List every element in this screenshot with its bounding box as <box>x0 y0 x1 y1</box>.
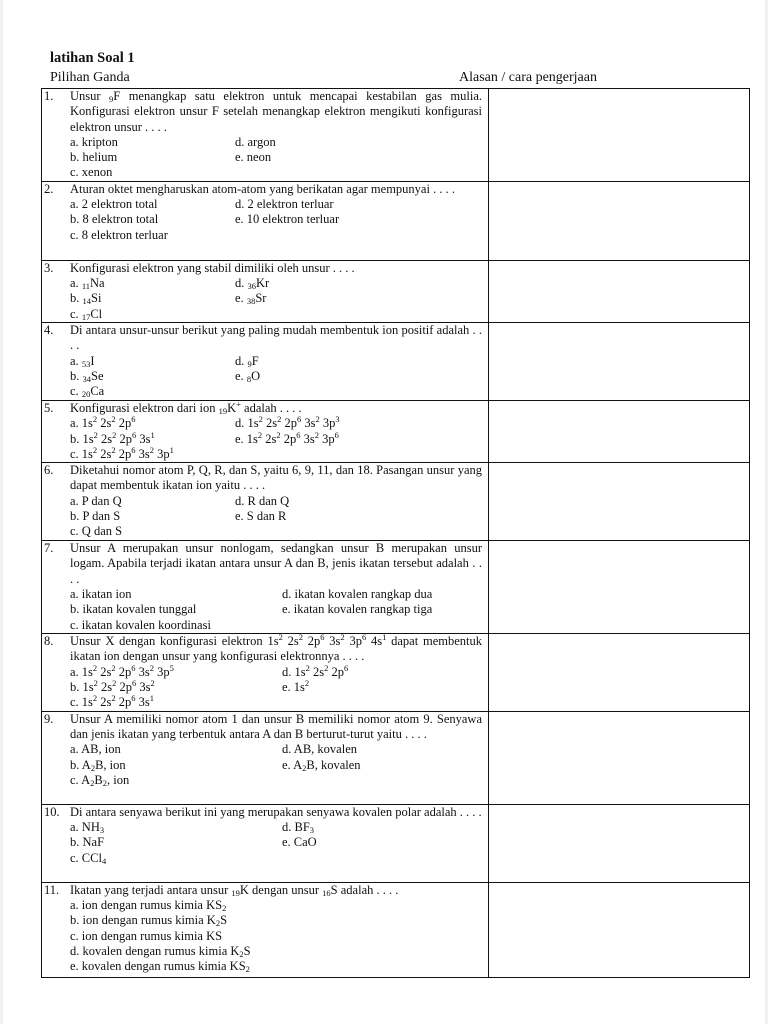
question-body <box>70 89 488 181</box>
question-cell <box>42 89 489 182</box>
answer-option[interactable]: a. $_{11}$Na <box>70 276 105 292</box>
answer-option[interactable]: e. neon <box>235 150 272 165</box>
answer-options-row <box>70 369 482 384</box>
answer-option[interactable]: d. argon <box>235 134 276 149</box>
answer-options-row <box>70 150 482 165</box>
question-row <box>42 804 750 882</box>
page-title: latihan Soal 1 <box>50 50 135 66</box>
question-text: Konfigurasi elektron dari ion $_{19}$K+ adalah . . . . <box>70 398 302 416</box>
question-text: Unsur A merupakan unsur nonlogam, sedangkan unsur B merupakan unsur logam. Apabila terjadi ikatan antara unsur A dan B, jenis ikatan tersebut adalah . . . . <box>70 541 482 586</box>
question-number: 1. <box>44 89 54 103</box>
question-number: 11. <box>44 882 60 897</box>
reasoning-answer-cell[interactable] <box>489 541 750 634</box>
answer-options-row <box>70 228 482 243</box>
question-row <box>42 541 750 634</box>
answer-option[interactable]: d. $_{36}$Kr <box>235 276 270 292</box>
reasoning-answer-cell[interactable] <box>489 181 750 260</box>
answer-options-row <box>70 695 482 710</box>
reasoning-answer-cell[interactable] <box>489 463 750 541</box>
answer-option[interactable]: a. $_{53}$I <box>70 353 95 369</box>
question-row <box>42 400 750 462</box>
answer-option[interactable]: a. kripton <box>70 134 118 149</box>
question-body <box>70 712 488 788</box>
answer-option[interactable]: d. kovalen dengan rumus kimia $K_2S$ <box>70 943 251 959</box>
question-cell <box>42 400 489 462</box>
question-body <box>70 463 488 539</box>
answer-options-row <box>70 758 482 773</box>
answer-options-row <box>70 618 482 633</box>
reasoning-answer-cell[interactable] <box>489 634 750 711</box>
answer-option[interactable]: d. $1s^2$ $2s^2$ $2p^6$ $3s^2$ $3p^3$ <box>235 414 340 431</box>
answer-option[interactable]: b. P dan S <box>70 509 121 524</box>
question-body <box>70 883 488 975</box>
question-cell <box>42 634 489 711</box>
question-text: Di antara senyawa berikut ini yang merupakan senyawa kovalen polar adalah . . . . <box>70 804 482 819</box>
question-number: 8. <box>44 634 54 649</box>
question-cell <box>42 882 489 977</box>
question-body <box>70 182 488 243</box>
answer-option[interactable]: d. ikatan kovalen rangkap dua <box>282 587 433 602</box>
question-row <box>42 463 750 541</box>
answer-options-row <box>70 929 482 944</box>
reasoning-answer-cell[interactable] <box>489 89 750 182</box>
answer-option[interactable]: e. S dan R <box>235 509 287 524</box>
question-number: 7. <box>44 541 54 556</box>
question-body <box>70 634 488 710</box>
reasoning-answer-cell[interactable] <box>489 882 750 977</box>
question-text: Aturan oktet mengharuskan atom-atom yang berikatan agar mempunyai . . . . <box>70 181 455 196</box>
answer-options-row <box>70 820 482 835</box>
question-text: Di antara unsur-unsur berikut yang paling mudah membentuk ion positif adalah . . . . <box>70 322 482 353</box>
question-body <box>70 541 488 633</box>
answer-options-row <box>70 959 482 974</box>
answer-option[interactable]: b. $A_2B$, ion <box>70 757 126 773</box>
question-text: Unsur A memiliki nomor atom 1 dan unsur B memiliki nomor atom 9. Senyawa dan jenis ikatan yang terbentuk antara A dan B berturut-turut yaitu . . . . <box>70 711 482 741</box>
answer-option[interactable]: d. $BF_3$ <box>282 819 315 835</box>
answer-options-row <box>70 524 482 539</box>
question-number: 9. <box>44 711 54 726</box>
answer-option[interactable]: b. ion dengan rumus kimia $K_2S$ <box>70 913 228 929</box>
answer-options-row <box>70 851 482 866</box>
answer-options-row <box>70 742 482 757</box>
answer-option[interactable]: a. $1s^2$ $2s^2$ $2p^6$ <box>70 414 136 431</box>
question-body <box>70 261 488 322</box>
answer-option[interactable]: e. ikatan kovalen rangkap tiga <box>282 602 433 617</box>
answer-option[interactable]: c. ikatan kovalen koordinasi <box>70 617 211 632</box>
answer-option[interactable]: c. ion dengan rumus kimia KS <box>70 928 223 943</box>
answer-option[interactable]: e. kovalen dengan rumus kimia $KS_2$ <box>70 959 250 975</box>
answer-option[interactable]: b. $1s^2$ $2s^2$ $2p^6$ $3s^1$ <box>70 429 155 446</box>
question-text: Konfigurasi elektron yang stabil dimiliki oleh unsur . . . . <box>70 260 355 275</box>
answer-option[interactable]: e. $1s^2$ <box>282 678 310 695</box>
answer-option[interactable]: c. xenon <box>70 165 113 180</box>
answer-options-row <box>70 898 482 913</box>
question-number: 6. <box>44 463 54 478</box>
reasoning-answer-cell[interactable] <box>489 400 750 462</box>
answer-option[interactable]: b. $_{14}$Si <box>70 291 102 307</box>
answer-option[interactable]: d. $1s^2$ $2s^2$ $2p^6$ <box>282 662 349 679</box>
answer-options-row <box>70 276 482 291</box>
answer-option[interactable]: e. CaO <box>282 835 317 850</box>
question-row <box>42 882 750 977</box>
question-row <box>42 634 750 711</box>
question-cell <box>42 322 489 400</box>
answer-option[interactable]: e. $A_2B$, kovalen <box>282 757 361 773</box>
answer-option[interactable]: d. $_9$F <box>235 353 259 369</box>
question-text: Diketahui nomor atom P, Q, R, dan S, yaitu 6, 9, 11, dan 18. Pasangan unsur yang dapat membentuk ikatan ion yaitu . . . . <box>70 463 482 493</box>
reasoning-answer-cell[interactable] <box>489 711 750 804</box>
answer-option[interactable]: b. $1s^2$ $2s^2$ $2p^6$ $3s^2$ <box>70 678 155 695</box>
section-label-reasoning: Alasan / cara pengerjaan <box>459 70 597 85</box>
question-cell <box>42 541 489 634</box>
answer-option[interactable]: e. $1s^2$ $2s^2$ $2p^6$ $3s^2$ $3p^6$ <box>235 429 339 446</box>
question-body <box>70 323 488 399</box>
answer-options-row <box>70 509 482 524</box>
worksheet-page <box>3 0 765 1024</box>
answer-options-row <box>70 384 482 399</box>
answer-options-row <box>70 944 482 959</box>
question-number: 2. <box>44 181 54 196</box>
question-row <box>42 260 750 322</box>
answer-options-row <box>70 291 482 306</box>
answer-options-row <box>70 444 482 462</box>
answer-option[interactable]: a. ion dengan rumus kimia $KS_2$ <box>70 897 227 913</box>
question-row <box>42 89 750 182</box>
answer-option[interactable]: a. P dan Q <box>70 493 122 508</box>
question-text: Ikatan yang terjadi antara unsur $_{19}$K dengan unsur $_{16}$S adalah . . . . <box>70 882 399 898</box>
answer-option[interactable]: b. 8 elektron total <box>70 212 159 227</box>
answer-option[interactable]: c. CCl$_4$ <box>70 850 107 866</box>
question-cell <box>42 181 489 260</box>
answer-option[interactable]: c. $1s^2$ $2s^2$ $2p^6$ $3s^2$ $3p^1$ <box>70 444 174 461</box>
question-table <box>41 88 750 978</box>
answer-options-row <box>70 602 482 617</box>
answer-option[interactable]: c. $A_2B_2$, ion <box>70 772 130 788</box>
question-cell <box>42 463 489 541</box>
question-cell <box>42 260 489 322</box>
reasoning-answer-cell[interactable] <box>489 804 750 882</box>
answer-options-row <box>70 587 482 602</box>
answer-option[interactable]: a. ikatan ion <box>70 587 132 602</box>
question-text: Unsur $_9$F menangkap satu elektron untuk mencapai kestabilan gas mulia. Konfigurasi elektron unsur F setelah menangkap elektron mengikuti konfigurasi elektron unsur . . . . <box>70 89 482 134</box>
answer-options-row <box>70 835 482 850</box>
answer-options-row <box>70 165 482 180</box>
answer-option[interactable]: e. 10 elektron terluar <box>235 212 340 227</box>
reasoning-answer-cell[interactable] <box>489 260 750 322</box>
question-body <box>70 805 488 866</box>
question-cell <box>42 804 489 882</box>
question-number: 3. <box>44 260 54 275</box>
section-label-multiple-choice: Pilihan Ganda <box>50 70 130 85</box>
answer-option[interactable]: c. 8 elektron terluar <box>70 227 168 242</box>
question-number: 5. <box>44 400 54 415</box>
question-row <box>42 711 750 804</box>
question-body <box>70 398 488 462</box>
answer-options-row <box>70 773 482 788</box>
answer-option[interactable]: a. $NH_3$ <box>70 819 105 835</box>
answer-option[interactable]: b. NaF <box>70 835 105 850</box>
answer-option[interactable]: a. $1s^2$ $2s^2$ $2p^6$ $3s^2$ $3p^5$ <box>70 662 174 679</box>
answer-options-row <box>70 197 482 212</box>
reasoning-answer-cell[interactable] <box>489 322 750 400</box>
question-number: 10. <box>44 804 60 819</box>
answer-option[interactable]: c. $_{17}$Cl <box>70 306 103 322</box>
answer-option[interactable]: a. AB, ion <box>70 742 121 757</box>
answer-options-row <box>70 913 482 928</box>
answer-option[interactable]: c. $1s^2$ $2s^2$ $2p^6$ $3s^1$ <box>70 693 155 710</box>
answer-option[interactable]: e. $_8$O <box>235 368 261 384</box>
question-text: Unsur X dengan konfigurasi elektron $1s^2$ $2s^2$ $2p^6$ $3s^2$ $3p^6$ $4s^1$ dapat membentuk ikatan ion dengan unsur yang konfigurasi elektronnya . . . . <box>70 632 483 664</box>
answer-option[interactable]: b. $_{34}$Se <box>70 368 104 384</box>
answer-option[interactable]: d. R dan Q <box>235 493 290 508</box>
answer-options-row <box>70 494 482 509</box>
answer-options-row <box>70 354 482 369</box>
answer-option[interactable]: a. 2 elektron total <box>70 197 158 212</box>
answer-options-row <box>70 307 482 322</box>
question-row <box>42 322 750 400</box>
answer-options-row <box>70 212 482 227</box>
answer-option[interactable]: b. helium <box>70 150 118 165</box>
question-cell <box>42 711 489 804</box>
answer-option[interactable]: b. ikatan kovalen tunggal <box>70 602 197 617</box>
answer-option[interactable]: e. $_{38}$Sr <box>235 291 267 307</box>
answer-option[interactable]: d. 2 elektron terluar <box>235 197 334 212</box>
answer-options-row <box>70 135 482 150</box>
question-number: 4. <box>44 322 54 337</box>
answer-option[interactable]: c. $_{20}$Ca <box>70 384 105 400</box>
answer-option[interactable]: d. AB, kovalen <box>282 742 357 757</box>
question-row <box>42 181 750 260</box>
answer-option[interactable]: c. Q dan S <box>70 524 123 539</box>
